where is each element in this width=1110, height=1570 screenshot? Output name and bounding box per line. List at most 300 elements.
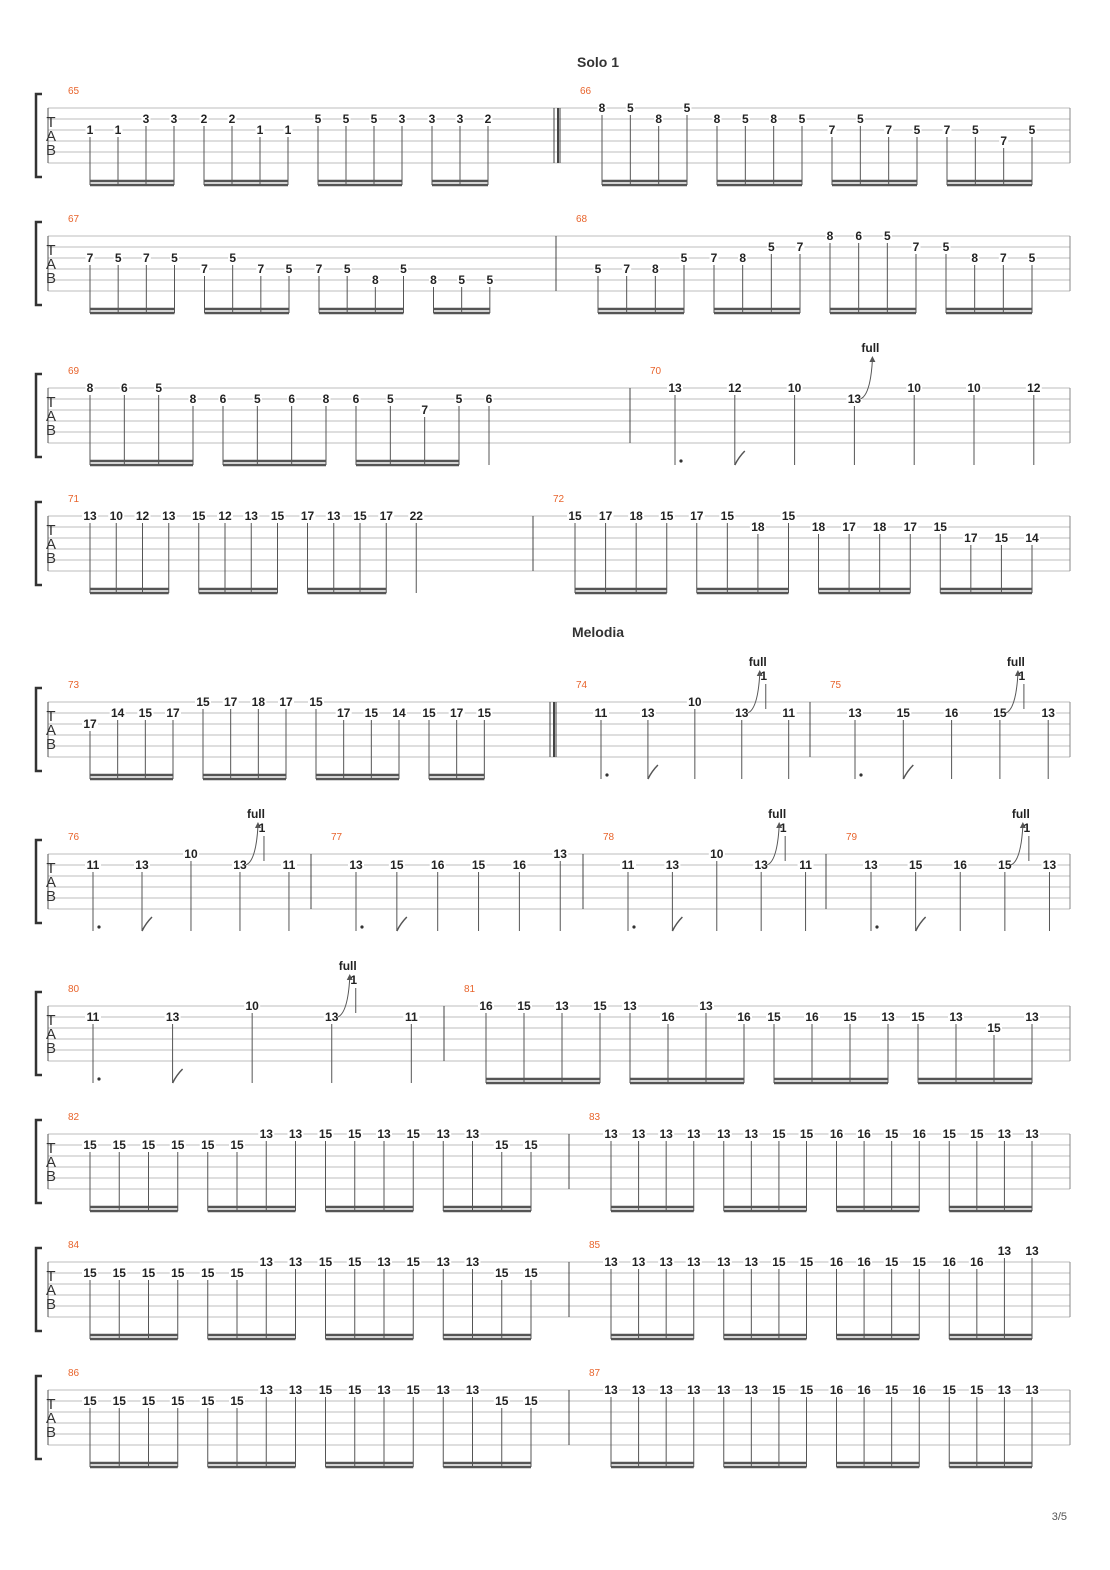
fret-number: 11 xyxy=(86,858,100,872)
fret-number: 15 xyxy=(994,531,1009,545)
fret-number: 13 xyxy=(1042,858,1057,872)
fret-number: 3 xyxy=(170,112,178,126)
fret-number: 2 xyxy=(228,112,236,126)
fret-number: 16 xyxy=(479,999,493,1013)
measure-number: 83 xyxy=(589,1112,601,1123)
fret-number: 15 xyxy=(942,1127,956,1141)
fret-number: 15 xyxy=(83,1138,97,1152)
fret-number: 10 xyxy=(184,847,198,861)
fret-number: 13 xyxy=(165,1010,180,1024)
fret-number: 15 xyxy=(593,999,607,1013)
fret-number: 13 xyxy=(631,1255,646,1269)
fret-number: 17 xyxy=(903,520,917,534)
fret-number: 15 xyxy=(799,1255,814,1269)
release-amount: 1 xyxy=(760,669,768,683)
dot xyxy=(679,459,682,462)
fret-number: 15 xyxy=(230,1138,244,1152)
dot xyxy=(632,925,635,928)
fret-number: 16 xyxy=(970,1255,984,1269)
fret-number: 13 xyxy=(717,1383,731,1397)
fret-number: 13 xyxy=(631,1383,646,1397)
fret-number: 13 xyxy=(1025,1127,1039,1141)
fret-number: 18 xyxy=(629,509,643,523)
fret-number: 17 xyxy=(379,509,393,523)
tab-clef-letter: A xyxy=(45,536,57,553)
dot xyxy=(875,925,878,928)
tab-clef-letter: T xyxy=(46,1012,56,1029)
tab-clef-letter: A xyxy=(45,1154,57,1171)
fret-number: 5 xyxy=(856,112,864,126)
fret-number: 7 xyxy=(142,251,150,265)
fret-number: 15 xyxy=(141,1138,156,1152)
fret-number: 17 xyxy=(842,520,856,534)
measure xyxy=(68,807,297,931)
fret-number: 10 xyxy=(967,381,981,395)
fret-number: 15 xyxy=(720,509,735,523)
fret-number: 17 xyxy=(166,706,180,720)
fret-number: 6 xyxy=(288,392,296,406)
fret-number: 8 xyxy=(655,112,663,126)
bend-amount: full xyxy=(748,655,767,669)
tab-clef-letter: T xyxy=(46,1268,56,1285)
fret-number: 10 xyxy=(907,381,921,395)
fret-number: 17 xyxy=(279,695,293,709)
tab-clef-letter: B xyxy=(45,270,57,287)
system-bracket xyxy=(36,992,42,1075)
fret-number: 13 xyxy=(848,706,862,720)
tab-clef-letter: A xyxy=(45,874,57,891)
fret-number: 15 xyxy=(171,1394,185,1408)
fret-number: 13 xyxy=(699,999,713,1013)
fret-number: 15 xyxy=(772,1127,786,1141)
dot xyxy=(360,925,363,928)
fret-number: 15 xyxy=(799,1127,814,1141)
fret-number: 13 xyxy=(659,1127,673,1141)
fret-number: 15 xyxy=(196,695,210,709)
system-bracket xyxy=(36,1248,42,1331)
fret-number: 13 xyxy=(659,1255,673,1269)
measure xyxy=(444,984,1040,1083)
system-bracket xyxy=(36,840,42,923)
fret-number: 6 xyxy=(120,381,128,395)
fret-number: 8 xyxy=(826,229,834,243)
fret-number: 15 xyxy=(495,1266,509,1280)
fret-number: 13 xyxy=(659,1383,673,1397)
note-flag xyxy=(916,917,926,931)
fret-number: 15 xyxy=(524,1394,538,1408)
fret-number: 5 xyxy=(285,262,293,276)
fret-number: 6 xyxy=(485,392,493,406)
note-flag xyxy=(142,917,152,931)
measure-number: 75 xyxy=(830,680,842,691)
tab-clef-letter: T xyxy=(46,1140,56,1157)
fret-number: 13 xyxy=(665,858,680,872)
fret-number: 7 xyxy=(943,123,951,137)
fret-number: 15 xyxy=(364,706,379,720)
measure xyxy=(68,86,558,185)
fret-number: 3 xyxy=(428,112,436,126)
staff-system xyxy=(36,1368,1070,1467)
fret-number: 15 xyxy=(406,1383,420,1397)
tab-clef-letter: B xyxy=(45,1168,57,1185)
fret-number: 1 xyxy=(256,123,264,137)
fret-number: 13 xyxy=(1041,706,1055,720)
fret-number: 1 xyxy=(284,123,292,137)
fret-number: 16 xyxy=(661,1010,675,1024)
fret-number: 13 xyxy=(847,392,862,406)
tab-clef-letter: A xyxy=(45,722,57,739)
fret-number: 13 xyxy=(162,509,176,523)
fret-number: 13 xyxy=(687,1383,701,1397)
fret-number: 5 xyxy=(486,273,494,287)
fret-number: 16 xyxy=(737,1010,751,1024)
measure-number: 71 xyxy=(68,494,80,505)
fret-number: 16 xyxy=(829,1383,844,1397)
fret-number: 15 xyxy=(422,706,436,720)
measure xyxy=(560,86,1037,185)
bend-arrowhead xyxy=(869,356,875,362)
fret-number: 15 xyxy=(348,1255,362,1269)
fret-number: 12 xyxy=(1027,381,1041,395)
fret-number: 17 xyxy=(449,706,464,720)
fret-number: 15 xyxy=(390,858,404,872)
fret-number: 3 xyxy=(142,112,150,126)
fret-number: 5 xyxy=(229,251,237,265)
fret-number: 16 xyxy=(512,858,527,872)
fret-number: 15 xyxy=(201,1394,215,1408)
fret-number: 5 xyxy=(1028,123,1036,137)
fret-number: 13 xyxy=(259,1383,273,1397)
measure xyxy=(569,1240,1040,1339)
fret-number: 11 xyxy=(594,706,608,720)
fret-number: 15 xyxy=(471,858,486,872)
fret-number: 13 xyxy=(631,1127,646,1141)
fret-number: 16 xyxy=(829,1255,844,1269)
measure-number: 67 xyxy=(68,214,80,225)
fret-number: 15 xyxy=(230,1266,244,1280)
fret-number: 8 xyxy=(86,381,94,395)
measure-number: 76 xyxy=(68,832,80,843)
fret-number: 8 xyxy=(371,273,379,287)
measure-number: 80 xyxy=(68,984,80,995)
measure xyxy=(68,214,494,313)
fret-number: 15 xyxy=(309,695,323,709)
fret-number: 15 xyxy=(772,1255,786,1269)
fret-number: 15 xyxy=(970,1127,984,1141)
fret-number: 13 xyxy=(687,1127,701,1141)
fret-number: 5 xyxy=(683,101,691,115)
fret-number: 16 xyxy=(912,1383,926,1397)
fret-number: 7 xyxy=(623,262,631,276)
fret-number: 7 xyxy=(201,262,208,276)
measure xyxy=(569,1368,1040,1467)
fret-number: 3 xyxy=(456,112,464,126)
fret-number: 13 xyxy=(641,706,655,720)
measure-number: 82 xyxy=(68,1112,80,1123)
measure-number: 68 xyxy=(576,214,588,225)
fret-number: 15 xyxy=(348,1127,362,1141)
fret-number: 16 xyxy=(431,858,445,872)
fret-number: 13 xyxy=(288,1255,303,1269)
section-title: Melodia xyxy=(571,624,625,640)
release-amount: 1 xyxy=(1018,669,1026,683)
measure-number: 69 xyxy=(68,366,80,377)
bend-amount: full xyxy=(1006,655,1025,669)
fret-number: 15 xyxy=(781,509,796,523)
fret-number: 13 xyxy=(135,858,149,872)
fret-number: 15 xyxy=(908,858,923,872)
fret-number: 13 xyxy=(83,509,97,523)
fret-number: 13 xyxy=(436,1383,450,1397)
fret-number: 13 xyxy=(555,999,569,1013)
measure xyxy=(556,655,797,779)
fret-number: 13 xyxy=(553,847,567,861)
note-flag xyxy=(648,765,658,779)
fret-number: 15 xyxy=(406,1127,420,1141)
fret-number: 5 xyxy=(680,251,688,265)
measure-number: 72 xyxy=(553,494,565,505)
fret-number: 13 xyxy=(1025,1383,1039,1397)
fret-number: 8 xyxy=(713,112,721,126)
fret-number: 15 xyxy=(171,1138,185,1152)
fret-number: 8 xyxy=(651,262,659,276)
release-amount: 1 xyxy=(1023,821,1031,835)
system-bracket xyxy=(36,1376,42,1459)
tab-clef-letter: B xyxy=(45,1296,57,1313)
note-flag xyxy=(397,917,407,931)
fret-number: 13 xyxy=(436,1255,450,1269)
tab-clef-letter: A xyxy=(45,256,57,273)
staff-system xyxy=(36,1112,1070,1211)
fret-number: 5 xyxy=(114,251,122,265)
fret-number: 11 xyxy=(86,1010,100,1024)
tab-clef-letter: A xyxy=(45,1282,57,1299)
fret-number: 11 xyxy=(404,1010,418,1024)
fret-number: 7 xyxy=(912,240,920,254)
fret-number: 7 xyxy=(315,262,323,276)
tab-clef-letter: B xyxy=(45,888,57,905)
fret-number: 15 xyxy=(318,1127,333,1141)
fret-number: 15 xyxy=(83,1266,97,1280)
measure xyxy=(826,807,1057,931)
fret-number: 13 xyxy=(244,509,258,523)
measure xyxy=(810,655,1056,779)
fret-number: 14 xyxy=(392,706,406,720)
fret-number: 8 xyxy=(598,101,606,115)
fret-number: 7 xyxy=(710,251,718,265)
fret-number: 15 xyxy=(353,509,367,523)
fret-number: 8 xyxy=(189,392,197,406)
measure xyxy=(630,341,1042,465)
fret-number: 15 xyxy=(141,1394,156,1408)
fret-number: 7 xyxy=(885,123,893,137)
fret-number: 16 xyxy=(857,1255,871,1269)
fret-number: 16 xyxy=(953,858,967,872)
fret-number: 7 xyxy=(257,262,265,276)
fret-number: 5 xyxy=(913,123,921,137)
fret-number: 16 xyxy=(944,706,959,720)
fret-number: 5 xyxy=(342,112,350,126)
fret-number: 17 xyxy=(223,695,238,709)
measure-number: 85 xyxy=(589,1240,601,1251)
fret-number: 13 xyxy=(864,858,878,872)
system-bracket xyxy=(36,94,42,177)
fret-number: 13 xyxy=(349,858,363,872)
measure xyxy=(311,832,568,931)
fret-number: 13 xyxy=(465,1383,480,1397)
fret-number: 13 xyxy=(288,1127,303,1141)
measure-number: 79 xyxy=(846,832,858,843)
fret-number: 5 xyxy=(798,112,806,126)
fret-number: 5 xyxy=(883,229,891,243)
fret-number: 13 xyxy=(233,858,247,872)
fret-number: 13 xyxy=(604,1255,618,1269)
dot xyxy=(97,925,100,928)
fret-number: 15 xyxy=(270,509,285,523)
measure-number: 84 xyxy=(68,1240,80,1251)
fret-number: 8 xyxy=(322,392,330,406)
tab-clef-letter: T xyxy=(46,708,56,725)
fret-number: 7 xyxy=(796,240,804,254)
fret-number: 5 xyxy=(370,112,378,126)
fret-number: 5 xyxy=(741,112,749,126)
measure-number: 74 xyxy=(576,680,588,691)
measure xyxy=(68,1240,539,1339)
fret-number: 18 xyxy=(251,695,266,709)
tab-clef-letter: T xyxy=(46,394,56,411)
measure-number: 81 xyxy=(464,984,476,995)
bend-amount: full xyxy=(768,807,787,821)
fret-number: 13 xyxy=(717,1255,731,1269)
measure-number: 86 xyxy=(68,1368,80,1379)
fret-number: 13 xyxy=(668,381,682,395)
fret-number: 15 xyxy=(884,1255,899,1269)
fret-number: 16 xyxy=(912,1127,926,1141)
fret-number: 14 xyxy=(1025,531,1039,545)
fret-number: 10 xyxy=(710,847,724,861)
fret-number: 15 xyxy=(799,1383,814,1397)
fret-number: 15 xyxy=(192,509,206,523)
system-bracket xyxy=(36,1120,42,1203)
fret-number: 3 xyxy=(398,112,406,126)
fret-number: 18 xyxy=(872,520,887,534)
bend-amount: full xyxy=(246,807,265,821)
measure-number: 73 xyxy=(68,680,80,691)
tab-clef-letter: B xyxy=(45,550,57,567)
fret-number: 5 xyxy=(253,392,261,406)
fret-number: 15 xyxy=(568,509,582,523)
fret-number: 13 xyxy=(377,1127,391,1141)
fret-number: 13 xyxy=(744,1255,759,1269)
tab-clef-letter: B xyxy=(45,142,57,159)
fret-number: 15 xyxy=(201,1266,215,1280)
measure-number: 77 xyxy=(331,832,343,843)
fret-number: 18 xyxy=(751,520,765,534)
fret-number: 15 xyxy=(495,1138,509,1152)
fret-number: 6 xyxy=(352,392,360,406)
fret-number: 15 xyxy=(767,1010,781,1024)
measure xyxy=(68,959,419,1083)
fret-number: 15 xyxy=(843,1010,857,1024)
tab-clef-letter: A xyxy=(45,1410,57,1427)
tab-clef-letter: T xyxy=(46,242,56,259)
fret-number: 16 xyxy=(829,1127,844,1141)
fret-number: 13 xyxy=(881,1010,895,1024)
fret-number: 13 xyxy=(949,1010,963,1024)
fret-number: 15 xyxy=(884,1127,899,1141)
fret-number: 1 xyxy=(114,123,122,137)
fret-number: 17 xyxy=(690,509,704,523)
fret-number: 5 xyxy=(942,240,950,254)
fret-number: 14 xyxy=(110,706,125,720)
fret-number: 13 xyxy=(604,1127,618,1141)
fret-number: 13 xyxy=(327,509,341,523)
fret-number: 16 xyxy=(942,1255,956,1269)
staff-system xyxy=(36,494,1070,593)
fret-number: 13 xyxy=(744,1383,759,1397)
fret-number: 17 xyxy=(964,531,978,545)
tab-clef-letter: T xyxy=(46,1396,56,1413)
fret-number: 17 xyxy=(83,717,97,731)
staff-system xyxy=(36,959,1070,1083)
section-title: Solo 1 xyxy=(576,54,620,70)
fret-number: 10 xyxy=(787,381,802,395)
fret-number: 12 xyxy=(728,381,742,395)
fret-number: 15 xyxy=(112,1266,126,1280)
fret-number: 13 xyxy=(717,1127,731,1141)
note-flag xyxy=(903,765,913,779)
fret-number: 11 xyxy=(282,858,296,872)
fret-number: 17 xyxy=(300,509,315,523)
fret-number: 13 xyxy=(735,706,749,720)
system-bracket xyxy=(36,374,42,457)
fret-number: 15 xyxy=(230,1394,244,1408)
fret-number: 7 xyxy=(1000,134,1008,148)
measure xyxy=(68,1368,539,1467)
fret-number: 7 xyxy=(86,251,94,265)
measure-number: 70 xyxy=(650,366,662,377)
fret-number: 15 xyxy=(318,1383,333,1397)
fret-number: 15 xyxy=(112,1394,126,1408)
fret-number: 8 xyxy=(430,273,437,287)
dot xyxy=(605,773,608,776)
fret-number: 17 xyxy=(598,509,613,523)
measure xyxy=(583,807,814,931)
fret-number: 13 xyxy=(744,1127,759,1141)
fret-number: 13 xyxy=(1025,1010,1039,1024)
fret-number: 15 xyxy=(171,1266,185,1280)
fret-number: 15 xyxy=(495,1394,509,1408)
fret-number: 6 xyxy=(219,392,227,406)
page-number: 3/5 xyxy=(1051,1511,1067,1523)
fret-number: 15 xyxy=(201,1138,215,1152)
fret-number: 13 xyxy=(604,1383,618,1397)
fret-number: 5 xyxy=(458,273,466,287)
fret-number: 5 xyxy=(155,381,163,395)
measure xyxy=(68,366,494,465)
staff-system xyxy=(36,655,1070,779)
fret-number: 13 xyxy=(997,1383,1012,1397)
measure-number: 65 xyxy=(68,86,80,97)
fret-number: 5 xyxy=(343,262,351,276)
dot xyxy=(859,773,862,776)
fret-number: 5 xyxy=(767,240,775,254)
fret-number: 15 xyxy=(896,706,910,720)
measure xyxy=(68,494,424,593)
fret-number: 15 xyxy=(660,509,674,523)
fret-number: 5 xyxy=(314,112,322,126)
fret-number: 16 xyxy=(857,1127,871,1141)
